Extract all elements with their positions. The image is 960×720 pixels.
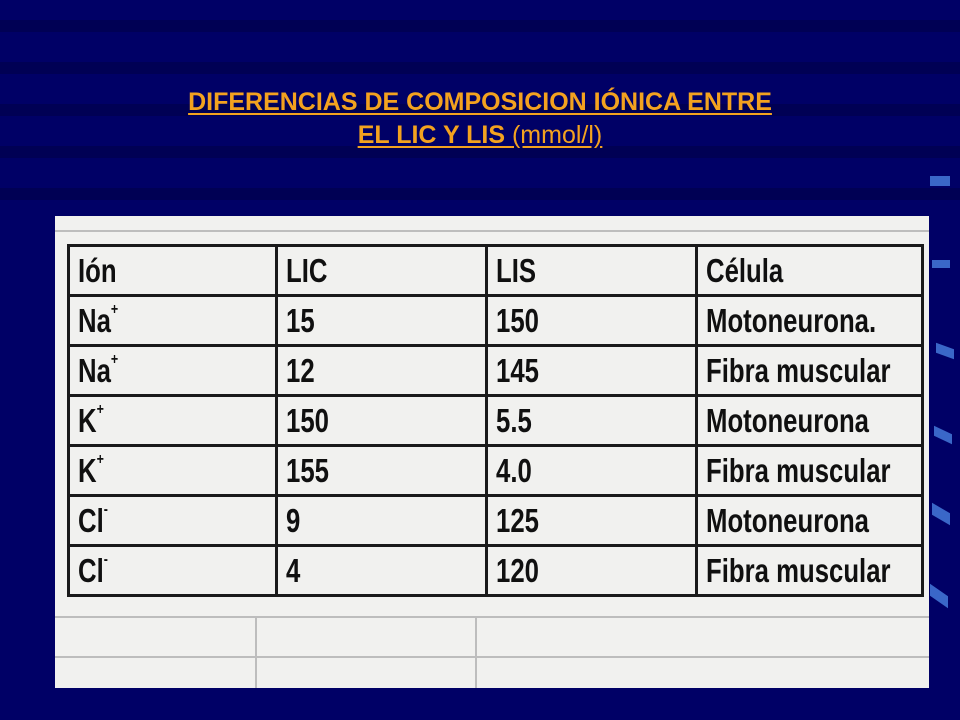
table-row xyxy=(69,296,923,346)
table-row xyxy=(69,446,923,496)
ion-cell: K+ xyxy=(69,446,277,496)
cell-type-cell: Fibra muscular xyxy=(697,446,923,496)
accent-mark xyxy=(932,260,950,268)
scan-artifact xyxy=(255,616,257,688)
accent-mark xyxy=(934,426,952,444)
lis-cell: 4.0 xyxy=(487,446,697,496)
scan-artifact xyxy=(55,616,929,618)
ion-cell: Na+ xyxy=(69,296,277,346)
slide-title xyxy=(0,86,960,152)
lic-cell: 15 xyxy=(277,296,487,346)
title-unit: (mmol/l) xyxy=(511,121,603,149)
lis-cell: 145 xyxy=(487,346,697,396)
cell-type-cell: Motoneurona xyxy=(697,396,923,446)
column-header-ion: Ión xyxy=(69,246,277,296)
ion-cell: Cl- xyxy=(69,546,277,596)
lic-cell: 150 xyxy=(277,396,487,446)
cell-type-cell: Motoneurona xyxy=(697,496,923,546)
cell-type-cell: Fibra muscular xyxy=(697,346,923,396)
ion-cell: Na+ xyxy=(69,346,277,396)
scan-artifact xyxy=(55,230,929,232)
table-row xyxy=(69,346,923,396)
lic-cell: 12 xyxy=(277,346,487,396)
lis-cell: 125 xyxy=(487,496,697,546)
table-row xyxy=(69,496,923,546)
ion-cell: K+ xyxy=(69,396,277,446)
table-header-row xyxy=(69,246,923,296)
lis-cell: 5.5 xyxy=(487,396,697,446)
column-header-cell: Célula xyxy=(697,246,923,296)
accent-mark xyxy=(930,176,950,186)
lic-cell: 155 xyxy=(277,446,487,496)
lis-cell: 150 xyxy=(487,296,697,346)
ion-composition-table xyxy=(67,244,924,597)
cell-type-cell: Fibra muscular xyxy=(697,546,923,596)
cell-type-cell: Motoneurona. xyxy=(697,296,923,346)
column-header-lis: LIS xyxy=(487,246,697,296)
lic-cell: 9 xyxy=(277,496,487,546)
scan-artifact xyxy=(475,616,477,688)
scanned-table-image xyxy=(55,216,929,688)
column-header-lic: LIC xyxy=(277,246,487,296)
lic-cell: 4 xyxy=(277,546,487,596)
scan-artifact xyxy=(55,656,929,658)
table-row xyxy=(69,396,923,446)
title-line-1: DIFERENCIAS DE COMPOSICION IÓNICA ENTRE xyxy=(188,88,772,116)
accent-mark xyxy=(930,584,948,609)
accent-mark xyxy=(936,343,954,360)
title-line-2: EL LIC Y LIS (mmol/l) xyxy=(357,121,603,149)
lis-cell: 120 xyxy=(487,546,697,596)
ion-cell: Cl- xyxy=(69,496,277,546)
table-row xyxy=(69,546,923,596)
accent-mark xyxy=(932,503,950,525)
